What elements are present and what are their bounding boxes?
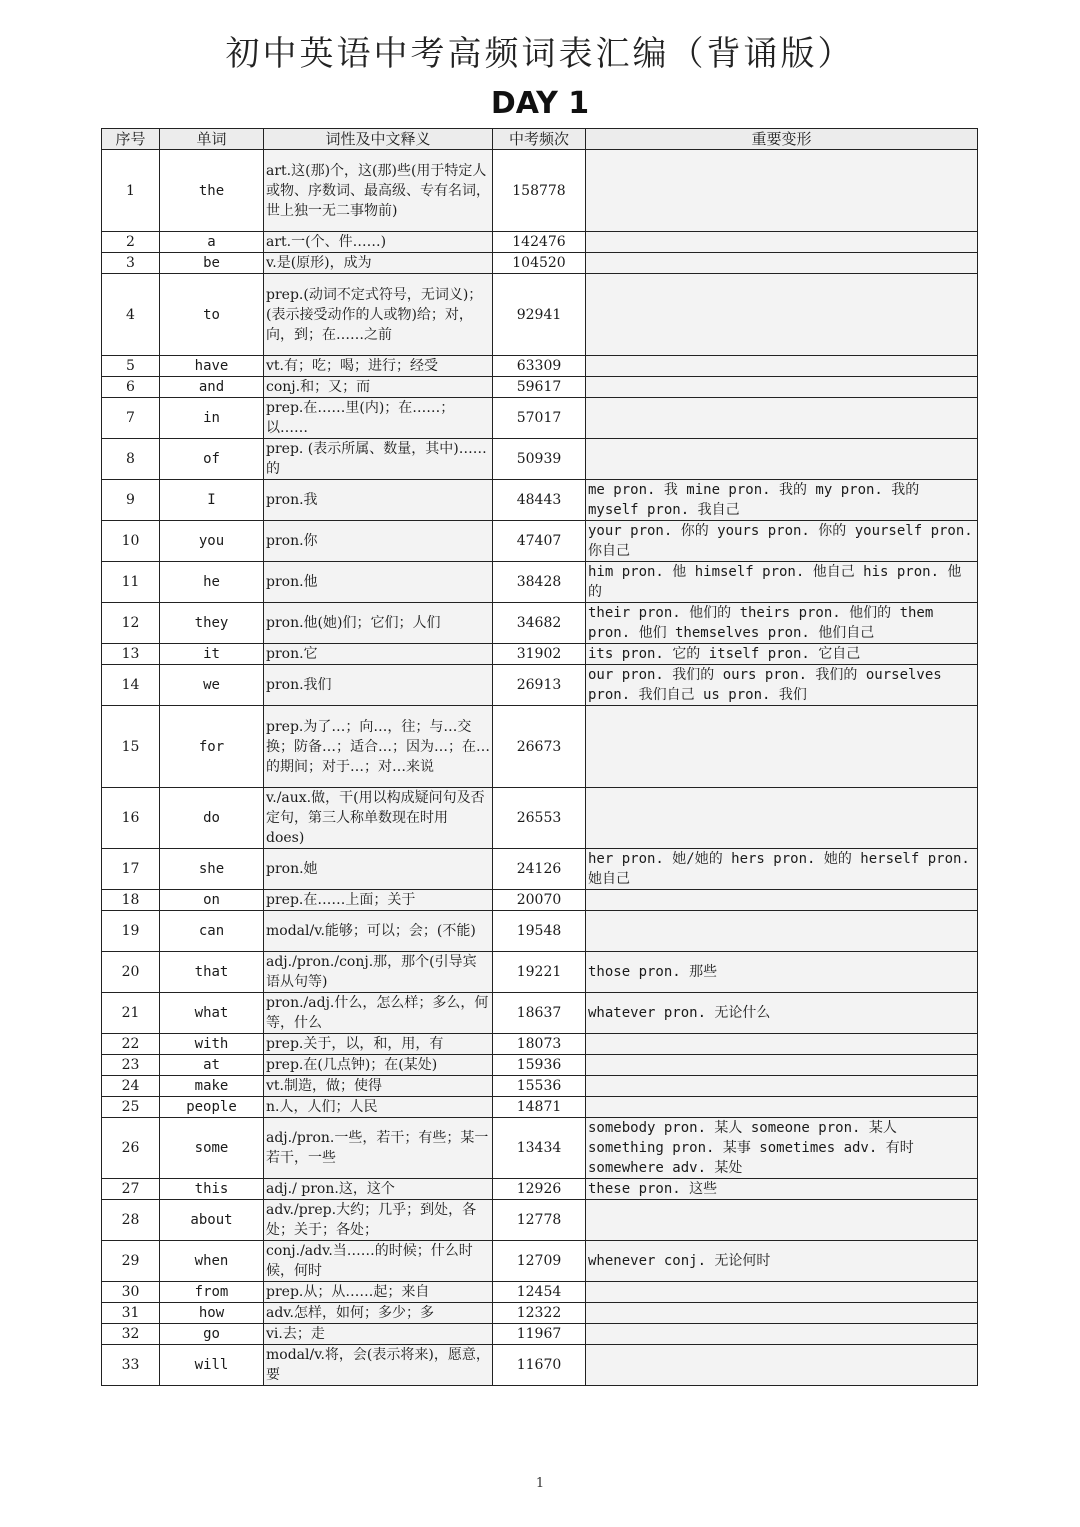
table-row	[102, 1055, 978, 1076]
row-word: make	[160, 1076, 264, 1097]
row-word: she	[160, 849, 264, 890]
row-forms	[586, 150, 978, 232]
table-row	[102, 1200, 978, 1241]
word-table	[101, 128, 978, 1386]
row-word: for	[160, 706, 264, 788]
row-definition: vt.有；吃；喝；进行；经受	[264, 356, 493, 377]
row-frequency: 11967	[493, 1324, 586, 1345]
row-definition: pron.我们	[264, 665, 493, 706]
table-row	[102, 1303, 978, 1324]
row-word: go	[160, 1324, 264, 1345]
row-frequency: 20070	[493, 890, 586, 911]
row-word: some	[160, 1118, 264, 1179]
row-definition: pron.你	[264, 521, 493, 562]
table-header-row	[102, 129, 978, 150]
row-definition: prep.为了…；向…，往；与…交换；防备…；适合…；因为…；在…的期间；对于…；对…来说	[264, 706, 493, 788]
row-definition: prep.在……里(内)；在……；以……	[264, 398, 493, 439]
row-number: 23	[102, 1055, 160, 1076]
row-definition: adj./pron./conj.那，那个(引导宾语从句等)	[264, 952, 493, 993]
row-definition: adv./prep.大约；几乎；到处，各处；关于；各处；	[264, 1200, 493, 1241]
row-word: in	[160, 398, 264, 439]
row-number: 13	[102, 644, 160, 665]
row-frequency: 15536	[493, 1076, 586, 1097]
table-row	[102, 1179, 978, 1200]
row-word: they	[160, 603, 264, 644]
row-word: do	[160, 788, 264, 849]
row-frequency: 48443	[493, 480, 586, 521]
row-word: you	[160, 521, 264, 562]
row-forms: those pron. 那些	[586, 952, 978, 993]
row-number: 31	[102, 1303, 160, 1324]
row-frequency: 11670	[493, 1345, 586, 1386]
row-number: 8	[102, 439, 160, 480]
row-word: that	[160, 952, 264, 993]
row-number: 24	[102, 1076, 160, 1097]
table-row	[102, 377, 978, 398]
row-number: 11	[102, 562, 160, 603]
row-frequency: 12778	[493, 1200, 586, 1241]
row-definition: v.是(原形)，成为	[264, 253, 493, 274]
row-word: at	[160, 1055, 264, 1076]
table-row	[102, 665, 978, 706]
row-forms	[586, 1200, 978, 1241]
row-word: a	[160, 232, 264, 253]
row-definition: prep.在……上面；关于	[264, 890, 493, 911]
row-number: 21	[102, 993, 160, 1034]
row-definition: pron./adj.什么，怎么样；多么，何等，什么	[264, 993, 493, 1034]
row-definition: modal/v.能够；可以；会；(不能)	[264, 911, 493, 952]
table-row	[102, 150, 978, 232]
row-frequency: 34682	[493, 603, 586, 644]
row-definition: prep.(动词不定式符号，无词义)；(表示接受动作的人或物)给；对，向，到；在……之前	[264, 274, 493, 356]
row-frequency: 26553	[493, 788, 586, 849]
row-frequency: 18637	[493, 993, 586, 1034]
row-forms	[586, 274, 978, 356]
row-word: have	[160, 356, 264, 377]
row-number: 33	[102, 1345, 160, 1386]
row-definition: adj./pron.一些，若干；有些；某一若干，一些	[264, 1118, 493, 1179]
page-title: 初中英语中考高频词表汇编（背诵版）	[225, 34, 855, 74]
row-definition: pron.她	[264, 849, 493, 890]
row-word: can	[160, 911, 264, 952]
table-row	[102, 1282, 978, 1303]
row-definition: modal/v.将，会(表示将来)，愿意，要	[264, 1345, 493, 1386]
table-row	[102, 1076, 978, 1097]
row-forms: me pron. 我 mine pron. 我的 my pron. 我的 myself pron. 我自己	[586, 480, 978, 521]
row-word: about	[160, 1200, 264, 1241]
row-forms	[586, 890, 978, 911]
row-forms: their pron. 他们的 theirs pron. 他们的 them pron. 他们 themselves pron. 他们自己	[586, 603, 978, 644]
row-definition: art.这(那)个，这(那)些(用于特定人或物、序数词、最高级、专有名词，世上独一无二事物前)	[264, 150, 493, 232]
row-frequency: 18073	[493, 1034, 586, 1055]
table-row	[102, 439, 978, 480]
row-number: 27	[102, 1179, 160, 1200]
row-definition: v./aux.做，干(用以构成疑问句及否定句，第三人称单数现在时用 does)	[264, 788, 493, 849]
row-word: with	[160, 1034, 264, 1055]
row-definition: conj.和；又；而	[264, 377, 493, 398]
table-row	[102, 849, 978, 890]
row-forms	[586, 1303, 978, 1324]
row-forms: its pron. 它的 itself pron. 它自己	[586, 644, 978, 665]
row-definition: vt.制造，做；使得	[264, 1076, 493, 1097]
row-number: 5	[102, 356, 160, 377]
row-word: when	[160, 1241, 264, 1282]
row-frequency: 12454	[493, 1282, 586, 1303]
row-frequency: 158778	[493, 150, 586, 232]
row-frequency: 38428	[493, 562, 586, 603]
row-forms: your pron. 你的 yours pron. 你的 yourself pron. 你自己	[586, 521, 978, 562]
row-frequency: 12926	[493, 1179, 586, 1200]
row-number: 22	[102, 1034, 160, 1055]
row-definition: prep.在(几点钟)；在(某处)	[264, 1055, 493, 1076]
row-number: 30	[102, 1282, 160, 1303]
table-row	[102, 480, 978, 521]
row-frequency: 50939	[493, 439, 586, 480]
table-row	[102, 1241, 978, 1282]
row-definition: conj./adv.当……的时候；什么时候，何时	[264, 1241, 493, 1282]
row-number: 15	[102, 706, 160, 788]
row-definition: adv.怎样，如何；多少；多	[264, 1303, 493, 1324]
row-number: 4	[102, 274, 160, 356]
row-word: this	[160, 1179, 264, 1200]
row-frequency: 104520	[493, 253, 586, 274]
row-forms	[586, 1345, 978, 1386]
header-word: 单词	[160, 129, 264, 150]
row-word: how	[160, 1303, 264, 1324]
row-definition: prep. (表示所属、数量，其中)……的	[264, 439, 493, 480]
row-number: 26	[102, 1118, 160, 1179]
row-word: and	[160, 377, 264, 398]
row-frequency: 63309	[493, 356, 586, 377]
table-row	[102, 993, 978, 1034]
row-frequency: 12709	[493, 1241, 586, 1282]
header-frequency: 中考频次	[493, 129, 586, 150]
row-number: 17	[102, 849, 160, 890]
row-definition: pron.我	[264, 480, 493, 521]
row-definition: vi.去；走	[264, 1324, 493, 1345]
row-forms	[586, 1097, 978, 1118]
row-definition: pron.他	[264, 562, 493, 603]
row-frequency: 31902	[493, 644, 586, 665]
row-forms	[586, 398, 978, 439]
page-number: 1	[535, 1476, 545, 1491]
table-row	[102, 1324, 978, 1345]
row-number: 18	[102, 890, 160, 911]
row-number: 29	[102, 1241, 160, 1282]
row-forms	[586, 253, 978, 274]
row-number: 7	[102, 398, 160, 439]
row-definition: adj./ pron.这，这个	[264, 1179, 493, 1200]
row-frequency: 19221	[493, 952, 586, 993]
table-row	[102, 1034, 978, 1055]
row-forms	[586, 911, 978, 952]
row-definition: art.一(个、件……)	[264, 232, 493, 253]
row-word: on	[160, 890, 264, 911]
row-forms: somebody pron. 某人 someone pron. 某人 something pron. 某事 sometimes adv. 有时 somewhere adv. 某处	[586, 1118, 978, 1179]
table-row	[102, 274, 978, 356]
row-number: 28	[102, 1200, 160, 1241]
row-forms: him pron. 他 himself pron. 他自己 his pron. 他的	[586, 562, 978, 603]
table-row	[102, 1097, 978, 1118]
day-heading: DAY 1	[490, 86, 590, 121]
table-row	[102, 253, 978, 274]
row-word: I	[160, 480, 264, 521]
row-frequency: 26673	[493, 706, 586, 788]
row-word: the	[160, 150, 264, 232]
row-forms: whatever pron. 无论什么	[586, 993, 978, 1034]
row-number: 9	[102, 480, 160, 521]
row-forms: whenever conj. 无论何时	[586, 1241, 978, 1282]
row-frequency: 92941	[493, 274, 586, 356]
row-number: 16	[102, 788, 160, 849]
header-definition: 词性及中文释义	[264, 129, 493, 150]
row-forms	[586, 377, 978, 398]
row-forms	[586, 1324, 978, 1345]
table-row	[102, 1118, 978, 1179]
table-row	[102, 562, 978, 603]
row-number: 32	[102, 1324, 160, 1345]
row-forms	[586, 788, 978, 849]
row-word: from	[160, 1282, 264, 1303]
row-word: we	[160, 665, 264, 706]
row-number: 14	[102, 665, 160, 706]
row-number: 20	[102, 952, 160, 993]
row-number: 3	[102, 253, 160, 274]
row-definition: prep.关于，以，和，用，有	[264, 1034, 493, 1055]
row-frequency: 19548	[493, 911, 586, 952]
row-forms: our pron. 我们的 ours pron. 我们的 ourselves pron. 我们自己 us pron. 我们	[586, 665, 978, 706]
row-frequency: 13434	[493, 1118, 586, 1179]
table-row	[102, 232, 978, 253]
table-row	[102, 706, 978, 788]
row-forms	[586, 356, 978, 377]
row-number: 25	[102, 1097, 160, 1118]
header-forms: 重要变形	[586, 129, 978, 150]
row-forms: her pron. 她/她的 hers pron. 她的 herself pron. 她自己	[586, 849, 978, 890]
table-row	[102, 521, 978, 562]
row-frequency: 24126	[493, 849, 586, 890]
row-forms	[586, 1282, 978, 1303]
row-number: 2	[102, 232, 160, 253]
table-row	[102, 644, 978, 665]
row-definition: pron.它	[264, 644, 493, 665]
row-word: people	[160, 1097, 264, 1118]
row-definition: pron.他(她)们；它们；人们	[264, 603, 493, 644]
table-row	[102, 356, 978, 377]
row-forms	[586, 1076, 978, 1097]
row-frequency: 142476	[493, 232, 586, 253]
row-frequency: 59617	[493, 377, 586, 398]
table-row	[102, 911, 978, 952]
row-number: 19	[102, 911, 160, 952]
row-word: it	[160, 644, 264, 665]
row-word: be	[160, 253, 264, 274]
row-frequency: 14871	[493, 1097, 586, 1118]
row-frequency: 26913	[493, 665, 586, 706]
table-row	[102, 1345, 978, 1386]
row-forms	[586, 439, 978, 480]
row-word: to	[160, 274, 264, 356]
table-row	[102, 603, 978, 644]
row-number: 6	[102, 377, 160, 398]
row-word: what	[160, 993, 264, 1034]
table-row	[102, 952, 978, 993]
row-forms	[586, 1034, 978, 1055]
row-frequency: 57017	[493, 398, 586, 439]
row-word: he	[160, 562, 264, 603]
row-frequency: 47407	[493, 521, 586, 562]
table-row	[102, 890, 978, 911]
row-definition: n.人，人们；人民	[264, 1097, 493, 1118]
row-definition: prep.从；从……起；来自	[264, 1282, 493, 1303]
table-row	[102, 788, 978, 849]
row-forms	[586, 232, 978, 253]
row-number: 10	[102, 521, 160, 562]
row-number: 12	[102, 603, 160, 644]
row-frequency: 12322	[493, 1303, 586, 1324]
row-word: of	[160, 439, 264, 480]
header-number: 序号	[102, 129, 160, 150]
row-forms	[586, 1055, 978, 1076]
row-frequency: 15936	[493, 1055, 586, 1076]
table-row	[102, 398, 978, 439]
row-forms	[586, 706, 978, 788]
row-number: 1	[102, 150, 160, 232]
row-word: will	[160, 1345, 264, 1386]
row-forms: these pron. 这些	[586, 1179, 978, 1200]
